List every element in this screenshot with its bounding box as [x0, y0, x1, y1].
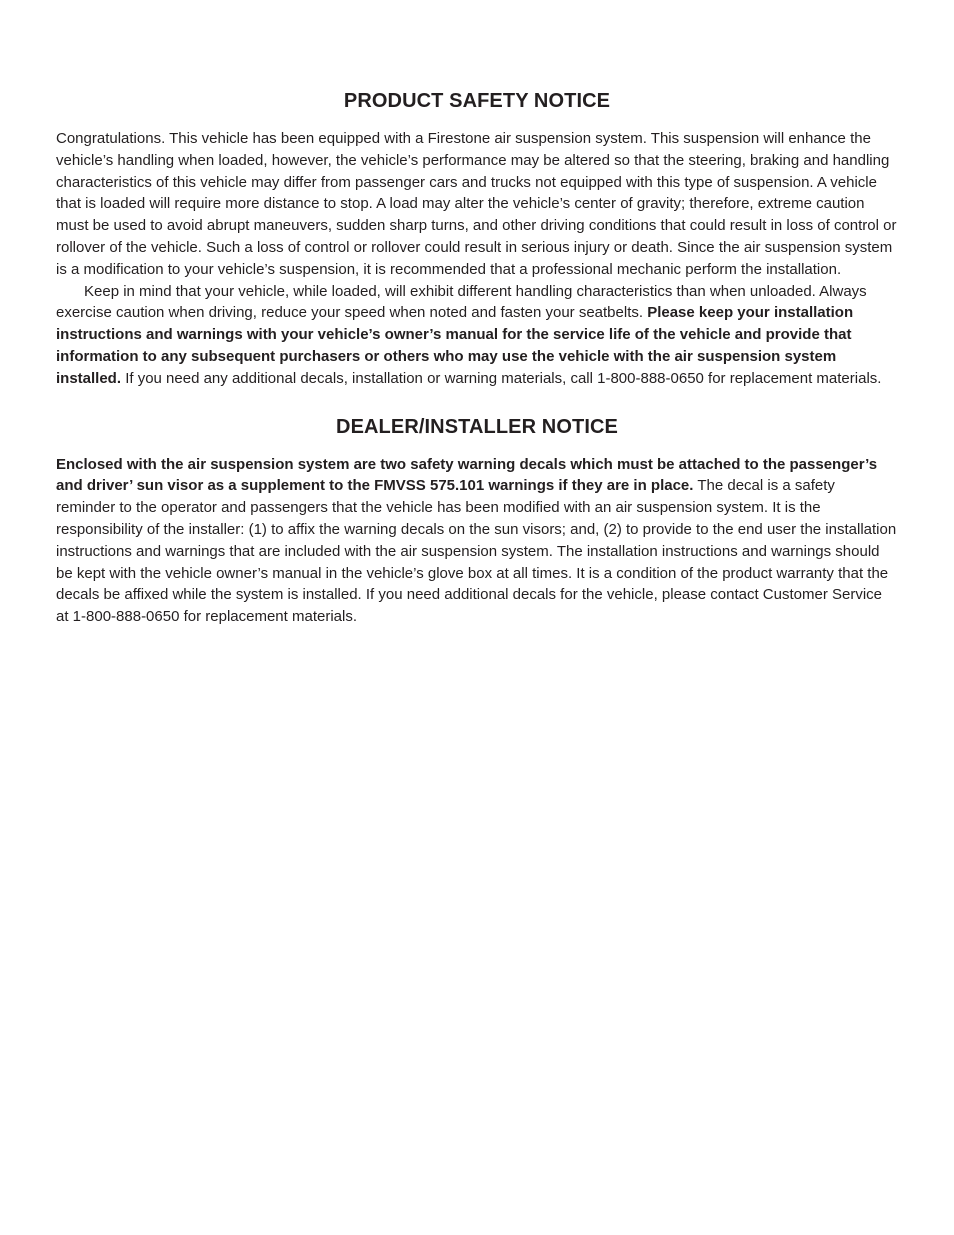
- safety-paragraph-1: Congratulations. This vehicle has been equipped with a Firestone air suspension system. This suspension will enhance the vehicle’s handling when loaded, however, the vehicle’s performance may be altered so that the steering, braking and handling characteristics of this vehicle may differ from passenger cars and trucks not equipped with this type of suspension. A vehicle that is loaded will require more distance to stop. A load may alter the vehicle’s center of gravity; therefore, extreme caution must be used to avoid abrupt maneuvers, sudden sharp turns, and other driving conditions that could result in loss of control or rollover of the vehicle. Such a loss of control or rollover could result in serious injury or death. Since the air suspension system is a modification to your vehicle’s suspension, it is recommended that a professional mechanic perform the installation.: [56, 130, 897, 278]
- product-safety-notice-section: [56, 88, 898, 390]
- product-safety-notice-title: PRODUCT SAFETY NOTICE: [343, 90, 611, 112]
- document-page: [56, 88, 898, 628]
- safety-paragraph-2-end: If you need any additional decals, installation or warning materials, call 1-800-888-0650 for replacement materials.: [121, 369, 882, 387]
- dealer-paragraph: [56, 454, 898, 628]
- dealer-paragraph-rest: The decal is a safety reminder to the operator and passengers that the vehicle has been modified with an air suspension system. It is the responsibility of the installer: (1) to affix the warning decals on the sun visors; and, (2) to provide to the end user the installation instructions and warnings that are included with the air suspension system. The installation instructions and warnings should be kept with the vehicle owner’s manual in the vehicle’s glove box at all times. It is a condition of the product warranty that the decals be affixed while the system is installed. If you need additional decals for the vehicle, please contact Customer Service at 1-800-888-0650 for replacement materials.: [56, 477, 897, 626]
- safety-paragraph-2-bold: Please keep your installation instructions and warnings with your vehicle’s owner’s manual for the service life of the vehicle and provide that information to any subsequent purchasers or others who may use the vehicle with the air suspension system installed.: [56, 304, 854, 387]
- dealer-installer-notice-section: [56, 414, 898, 628]
- safety-paragraph-2: [56, 281, 898, 390]
- dealer-paragraph-bold: Enclosed with the air suspension system are two safety warning decals which must be attached to the passenger’s and driver’ sun visor as a supplement to the FMVSS 575.101 warnings if they are in place.: [56, 455, 878, 495]
- safety-paragraph-2-intro: Keep in mind that your vehicle, while loaded, will exhibit different handling characteristics than when unloaded. Always exercise caution when driving, reduce your speed when noted and fasten your seatbelts.: [56, 282, 867, 322]
- dealer-installer-notice-title: DEALER/INSTALLER NOTICE: [336, 415, 618, 438]
